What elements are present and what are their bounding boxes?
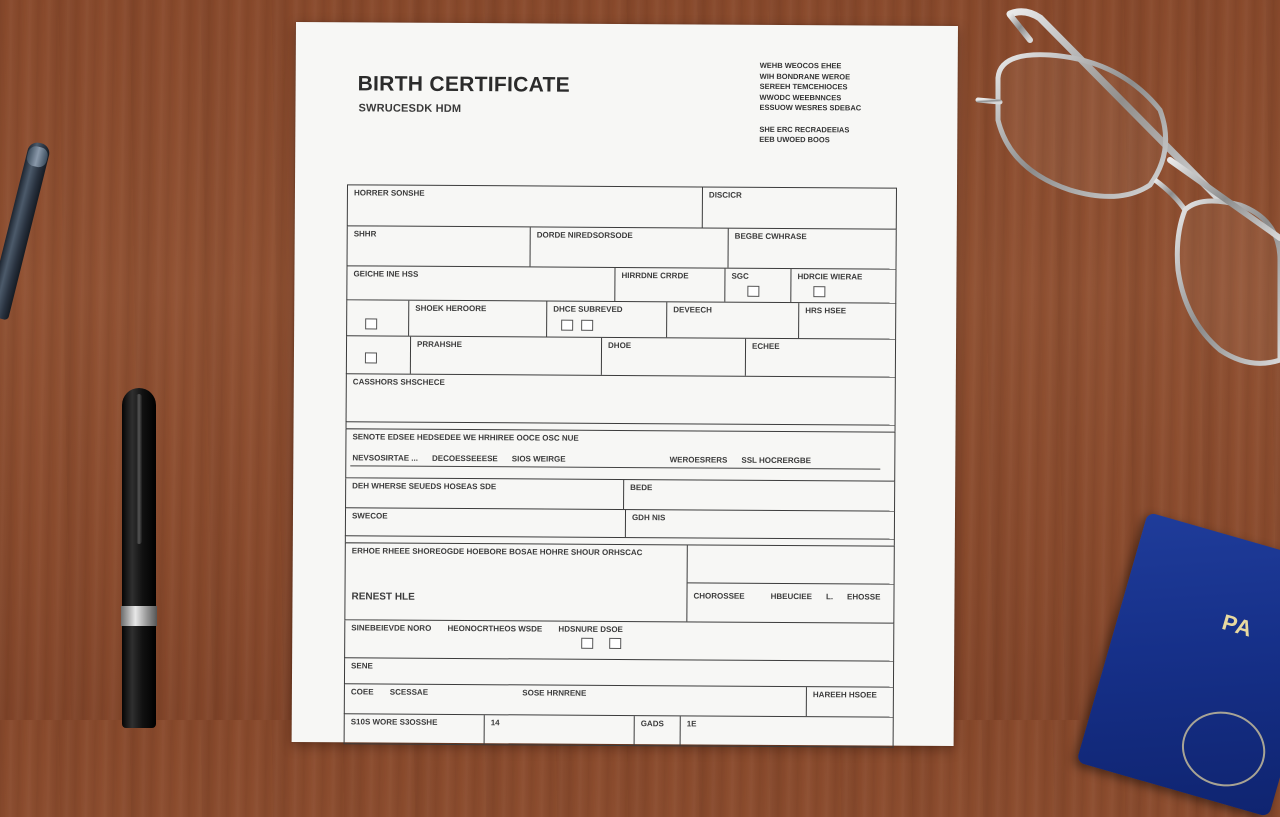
passport-icon <box>1076 512 1280 817</box>
form-field: HAREEH HSOEE <box>812 690 877 700</box>
field-value: WEROESRERS <box>669 455 728 465</box>
field-value: SIOS WEIRGE <box>511 454 566 464</box>
corner-line: SEREEH TEMCEHIOCES <box>759 81 848 92</box>
corner-line: EEB UWOED BOOS <box>759 134 830 145</box>
checkbox[interactable] <box>581 638 593 649</box>
field-label: COEE <box>350 687 374 697</box>
field-value: DECOESSEEESE <box>431 453 498 464</box>
form-field: BEDE <box>630 483 653 493</box>
form-field: S10S WORE S3OSSHE <box>345 714 485 744</box>
form-field: DHOE <box>602 338 746 376</box>
form-field: HIRRDNE CRRDE <box>615 268 725 302</box>
passport-label: PA <box>1219 609 1256 642</box>
passport-seal-icon <box>1173 702 1274 796</box>
form-field <box>791 269 895 303</box>
eyeglasses-icon <box>970 0 1280 380</box>
form-field: SENE <box>351 661 373 671</box>
form-row <box>346 374 896 425</box>
form-field <box>345 684 807 716</box>
form-field: GDH NIS <box>631 513 666 523</box>
form-field: PRRAHSHE <box>411 337 602 375</box>
corner-line: WEHB WEOCOS EHEE <box>759 60 842 71</box>
form-row <box>347 226 897 269</box>
form-field: HORRER SONSHE <box>348 185 703 227</box>
certificate-form <box>344 184 897 747</box>
field-value: L. <box>825 592 834 602</box>
form-row <box>345 508 895 539</box>
form-field: 14 <box>485 715 635 745</box>
field-label: HDRCIE WIERAE <box>797 272 863 282</box>
form-field <box>347 300 409 335</box>
form-field <box>347 336 411 373</box>
field-label: SCESSAE <box>389 687 429 697</box>
form-field: HRS HSEE <box>805 306 847 316</box>
form-field <box>345 543 687 621</box>
form-field: DEH WHERSE SEUEDS HOSEAS SDE <box>346 478 624 509</box>
form-row <box>346 336 896 377</box>
checkbox[interactable] <box>365 318 377 329</box>
birth-certificate-document <box>292 22 958 746</box>
form-field: SWECOE <box>346 508 626 537</box>
form-field <box>687 583 893 622</box>
checkbox[interactable] <box>609 638 621 649</box>
corner-line: SHE ERC RECRADEEIAS <box>759 124 850 134</box>
field-value: CHOROSSEE <box>693 591 745 601</box>
checkbox[interactable] <box>581 320 593 331</box>
form-row <box>347 184 897 229</box>
form-row <box>344 714 894 747</box>
form-field: ECHEE <box>752 341 780 351</box>
document-subtitle: SWRUCESDK HDM <box>358 102 462 116</box>
header-corner-text <box>759 61 890 146</box>
form-row <box>344 684 894 717</box>
field-label: HDSNURE DSOE <box>558 624 623 635</box>
form-row <box>345 478 895 511</box>
field-value: EHOSSE <box>847 592 881 602</box>
form-field: DEVEECH <box>667 302 799 338</box>
field-value: RENEST HLE <box>351 591 415 603</box>
form-field <box>725 269 791 302</box>
field-label: SOSE HRNRENE <box>522 688 587 698</box>
form-row <box>344 620 894 661</box>
field-value: SSL HOCRERGBE <box>741 455 812 466</box>
form-field <box>547 302 667 338</box>
field-value: HBEUCIEE <box>770 591 812 602</box>
document-title: BIRTH CERTIFICATE <box>357 72 571 97</box>
corner-line: WWODC WEEBNNCES <box>759 92 842 102</box>
form-field: GADS <box>635 716 681 745</box>
form-field: SHHR <box>348 226 531 266</box>
field-label: DHCE SUBREVED <box>553 304 623 315</box>
form-field: DISCICR <box>708 190 742 200</box>
form-field: GEICHE INE HSS <box>347 266 615 301</box>
form-field <box>346 429 894 480</box>
corner-line: ESSUOW WESRES SDEBAC <box>759 102 862 113</box>
corner-line: WIH BONDRANE WEROE <box>759 71 851 81</box>
form-row <box>346 300 896 339</box>
field-values <box>352 453 882 465</box>
black-pen-icon <box>116 388 162 728</box>
pen-icon <box>0 137 61 323</box>
checkbox[interactable] <box>561 320 573 331</box>
form-row <box>345 428 895 481</box>
form-field: 1E <box>686 719 697 729</box>
form-field <box>345 620 893 660</box>
field-label: ERHOE RHEEE SHOREOGDE HOEBORE BOSAE HOHRE SHOUR ORHSCAC <box>351 546 643 558</box>
field-label: SINEBEIEVDE NORO <box>351 623 432 633</box>
form-field: SHOEK HEROORE <box>409 301 547 337</box>
checkbox[interactable] <box>747 286 759 297</box>
field-label: HEONOCRTHEOS WSDE <box>447 623 543 634</box>
form-field: DORDE NIREDSORSODE <box>531 227 729 267</box>
field-label: SGC <box>731 271 749 281</box>
form-field: CASSHORS SHSCHECE <box>352 377 445 387</box>
form-row <box>344 658 894 687</box>
checkbox[interactable] <box>365 352 377 363</box>
field-value: NEVSOSIRTAE ... <box>352 453 419 463</box>
checkbox[interactable] <box>813 286 825 297</box>
form-row <box>346 266 896 303</box>
field-label: SENOTE EDSEE HEDSEDEE WE HRHIREE OOCE OSC NUE <box>352 432 579 443</box>
form-field <box>688 545 894 584</box>
form-row <box>344 542 894 623</box>
form-field: BEGBE CWHRASE <box>734 231 807 242</box>
